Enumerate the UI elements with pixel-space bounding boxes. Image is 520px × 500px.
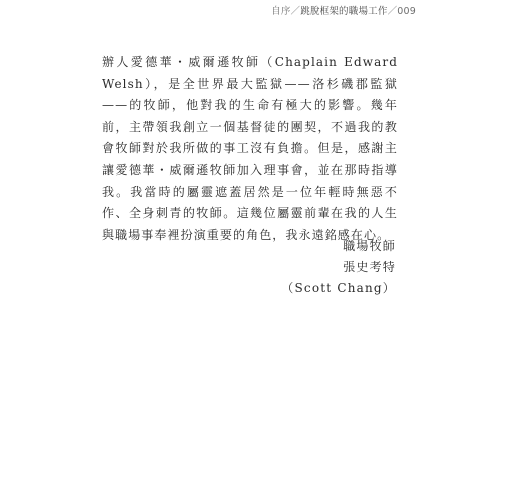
body-text [102, 52, 398, 246]
signature-role: 職場牧師 [343, 239, 396, 253]
running-header [271, 3, 416, 17]
page-number: 009 [397, 6, 416, 17]
signature-block [281, 236, 396, 299]
signature-english-name: （Scott Chang） [281, 281, 396, 295]
book-title: 跳脫框架的職場工作 [300, 6, 388, 17]
signature-name: 張史考特 [343, 260, 396, 274]
section-label: 自序 [271, 6, 291, 17]
header-separator: ／ [387, 6, 398, 17]
header-separator: ／ [290, 6, 301, 17]
body-paragraph: 辦人愛德華・威爾遜牧師（Chaplain Edward Welsh），是全世界最大監獄——洛杉磯郡監獄——的牧師，他對我的生命有極大的影響。幾年前，主帶領我創立一個基督徒的團契，不過我的教會牧師對於我所做的事工沒有負擔。但是，感謝主讓愛德華・威爾遜牧師加入理事會，並在那時指導我。我當時的屬靈遮蓋居然是一位年輕時無惡不作、全身刺青的牧師。這幾位屬靈前輩在我的人生與職場事奉裡扮演重要的角色，我永遠銘感在心。 [102, 55, 398, 242]
